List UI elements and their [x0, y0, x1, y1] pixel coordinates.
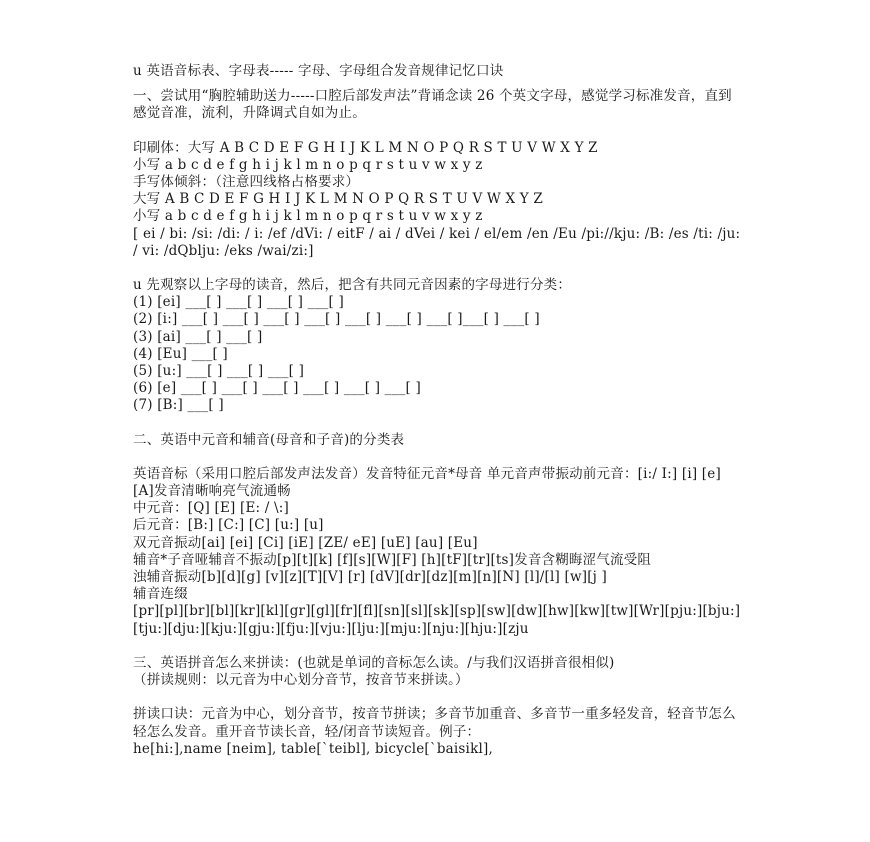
voiceless-consonants-paragraph: 辅音*子音哑辅音不振动[p][t][k] [f][s][W][F] [h][tF][tr][ts]发音含糊晦涩气流受阻 — [133, 551, 652, 568]
spelling-mnemonic: 拼读口诀：元音为中心，划分音节，按音节拼读；多音节加重音、多音节一重多轻发音，轻音节怎么轻怎么发音。重开音节读长音，轻/闭音节读短音。例子： — [133, 706, 736, 740]
consonant-clusters-list: [pr][pl][br][bl][kr][kl][gr][gl][fr][fl][sn][sl][sk][sp][sw][dw][hw][kw][tw][Wr][pju:][bju:][tju:][dju:][kju:][gju:][fju:][vju:][lju:][mju:][nju:][hju:][zju — [133, 603, 741, 637]
print-uppercase-line: 印刷体：大写 A B C D E F G H I J K L M N O P Q R S T U V W X Y Z — [133, 139, 598, 156]
section2-heading: 二、英语中元音和辅音(母音和子音)的分类表 — [133, 431, 405, 448]
grouping-row: (5) [u:] ___[ ] ___[ ] ___[ ] — [133, 363, 305, 380]
alphabet-phonetics: [ ei / bi: /si: /di: / i: /ef /dVi: / eitF / ai / dVei / kei / el/em /en /Eu /pi://kju: /B: /es /ti: /ju: / vi: /dQblju: /eks /wai/zi:] — [133, 225, 741, 259]
grouping-row: (4) [Eu] ___[ ] — [133, 345, 228, 362]
mid-vowels-line: 中元音：[Q] [E] [E: / \:] — [133, 500, 289, 517]
grouping-row: (1) [ei] ___[ ] ___[ ] ___[ ] ___[ ] — [133, 294, 344, 311]
section3-heading: 三、英语拼音怎么来拼读：(也就是单词的音标怎么读。/与我们汉语拼音很相似) — [133, 654, 615, 671]
grouping-row: (2) [i:] ___[ ] ___[ ] ___[ ] ___[ ] ___[ ] ___[ ] ___[ ]___[ ] ___[ ] — [133, 311, 540, 328]
grouping-row: (6) [e] ___[ ] ___[ ] ___[ ] ___[ ] ___[ ] ___[ ] — [133, 380, 421, 397]
hand-uppercase-line: 大写 A B C D E F G H I J K L M N O P Q R S T U V W X Y Z — [133, 191, 543, 208]
diphthongs-line: 双元音振动[ai] [ei] [Ci] [iE] [ZE/ eE] [uE] [au] [Eu] — [133, 534, 478, 551]
front-vowels-paragraph: 英语音标（采用口腔后部发声法发音）发音特征元音*母音 单元音声带振动前元音：[i:/ I:] [i] [e] [A]发音清晰响亮气流通畅 — [133, 465, 721, 500]
document-page — [133, 63, 745, 758]
grouping-row: (3) [ai] ___[ ] ___[ ] — [133, 328, 263, 345]
section1-heading: 一、尝试用“胸腔辅助送力-----口腔后部发声法”背诵念读 26 个英文字母，感觉学习标准发音，直到感觉音准，流利，升降调式自如为止。 — [133, 88, 732, 122]
back-vowels-line: 后元音：[B:] [C:] [C] [u:] [u] — [133, 517, 324, 534]
spelling-rule: （拼读规则：以元音为中心划分音节，按音节来拼读。） — [133, 672, 469, 689]
print-lowercase-line: 小写 a b c d e f g h i j k l m n o p q r s t u v w x y z — [133, 156, 483, 173]
handwriting-label: 手写体倾斜：（注意四线格占格要求） — [133, 174, 360, 191]
document-title: u 英语音标表、字母表----- 字母、字母组合发音规律记忆口诀 — [133, 63, 504, 79]
grouping-row: (7) [B:] ___[ ] — [133, 397, 224, 414]
grouping-intro: u 先观察以上字母的读音，然后，把含有共同元音因素的字母进行分类： — [133, 277, 572, 294]
consonant-clusters-label: 辅音连缀 — [133, 586, 188, 603]
spelling-examples: he[hi:],name [neim], table[ˋteibl], bicycle[ˋbaisikl], — [133, 740, 493, 757]
voiced-consonants-paragraph: 浊辅音振动[b][d][g] [v][z][T][V] [r] [dV][dr][dz][m][n][N] [l]/[l] [w][j ] — [133, 569, 607, 586]
hand-lowercase-line: 小写 a b c d e f g h i j k l m n o p q r s t u v w x y z — [133, 208, 483, 225]
